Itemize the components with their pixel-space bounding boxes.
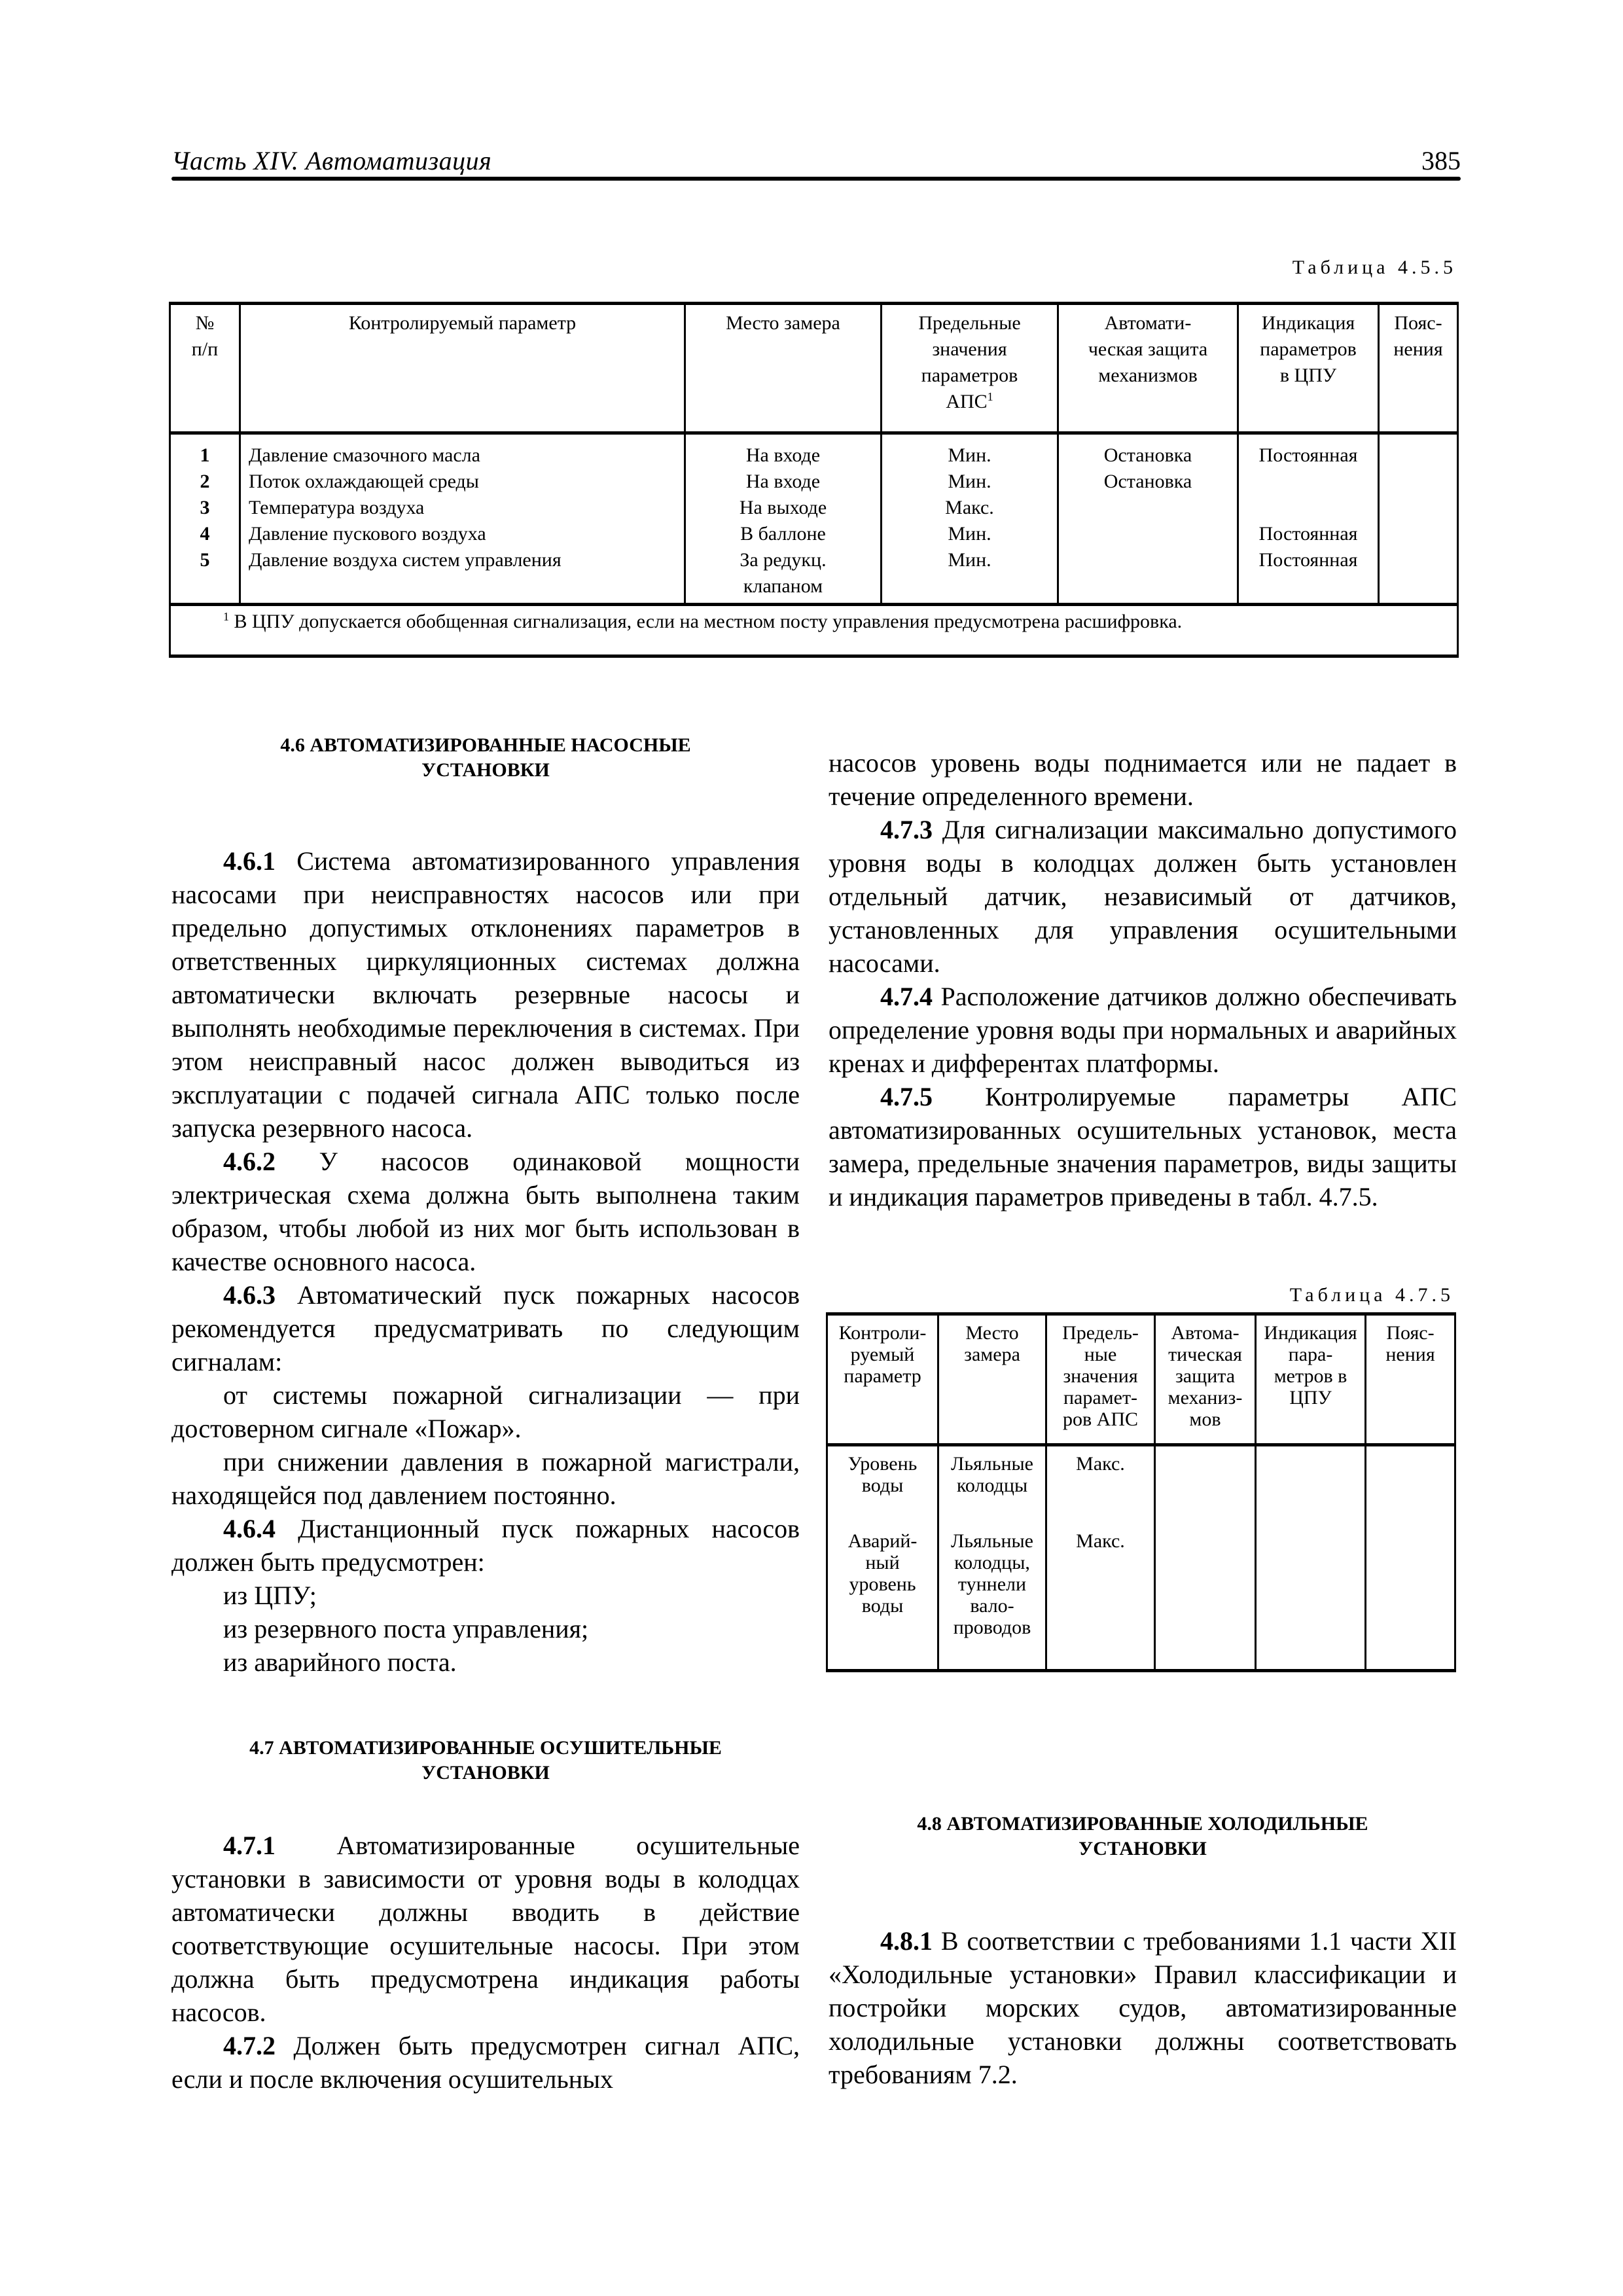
right-column-lower	[829, 1812, 1457, 2091]
table-455-caption: Таблица 4.5.5	[1292, 257, 1457, 278]
col-header-location: Место замера	[938, 1314, 1046, 1445]
right-column	[829, 746, 1457, 1213]
table-body-row	[170, 433, 1458, 605]
para-4-7-3: 4.7.3 Для сигнализации максимально допустимого уровня воды в колодцах должен быть установлен отдельный датчик, независимый от датчиков, установленных для управления осушительными насосами.	[829, 815, 1457, 978]
para-4-6-3-item-a: от системы пожарной сигнализации — при достоверном сигнале «Пожар».	[171, 1380, 800, 1443]
para-4-7-1: 4.7.1 Автоматизированные осушительные установки в зависимости от уровня воды в колодцах автоматически должны вводить в действие соответствующие осушительные насосы. При этом должна быть предусмотрена индикация работы насосов.	[171, 1831, 800, 2027]
left-column-lower	[171, 1736, 800, 2096]
table-475-caption: Таблица 4.7.5	[1289, 1284, 1454, 1306]
para-4-6-4-item-a: из ЦПУ;	[223, 1581, 317, 1610]
cell-locations: На входе На входе На выходе В баллоне За редукц. клапаном	[685, 433, 882, 605]
table-body-row	[827, 1445, 1455, 1671]
para-4-6-4-item-b: из резервного поста управления;	[223, 1614, 589, 1643]
footnote-mark: 1	[987, 390, 993, 403]
para-4-7-4: 4.7.4 Расположение датчиков должно обеспечивать определение уровня воды при нормальных и аварийных кренах и дифферентах платформы.	[829, 982, 1457, 1078]
col-header-param: Контроли- руемый параметр	[827, 1314, 938, 1445]
cell-nums: 1 2 3 4 5	[170, 433, 240, 605]
para-4-7-2-continued: насосов уровень воды поднимается или не падает в течение определенного времени.	[829, 748, 1457, 811]
table-footnote: $^1$ В ЦПУ допускается обобщенная сигнализация, если на местном посту управления предусмотрена расшифровка.	[170, 605, 1458, 656]
left-column	[171, 733, 800, 1679]
section-4-8-heading: 4.8 АВТОМАТИЗИРОВАННЫЕ ХОЛОДИЛЬНЫЕ УСТАНОВКИ	[917, 1813, 1368, 1859]
page-number: 385	[1421, 146, 1461, 175]
col-header-limits: Предельные значения параметров АПС$^1$	[882, 304, 1058, 433]
section-4-6-heading: 4.6 АВТОМАТИЗИРОВАННЫЕ НАСОСНЫЕ УСТАНОВКИ	[280, 734, 691, 781]
cell-limits: Мин. Мин. Макс. Мин. Мин.	[882, 433, 1058, 605]
para-4-7-5: 4.7.5 Контролируемые параметры АПС автоматизированных осушительных установок, места замера, предельные значения параметров, виды защиты и индикация параметров приведены в табл. 4.7.5.	[829, 1082, 1457, 1211]
header-rule	[171, 177, 1461, 181]
para-4-8-1: 4.8.1 В соответствии с требованиями 1.1 части XII «Холодильные установки» Правил классификации и постройки морских судов, автоматизированные холодильные установки должны соответствовать требованиям 7.2.	[829, 1926, 1457, 2089]
para-4-6-2: 4.6.2 У насосов одинаковой мощности электрическая схема должна быть выполнена таким образом, чтобы любой из них мог быть использован в качестве основного насоса.	[171, 1147, 800, 1276]
cell-notes	[1366, 1445, 1455, 1671]
col-header-location: Место замера	[685, 304, 882, 433]
cell-params: Уровень воды Аварий- ный уровень воды	[827, 1445, 938, 1671]
col-header-num: № п/п	[170, 304, 240, 433]
para-4-6-3: 4.6.3 Автоматический пуск пожарных насосов рекомендуется предусматривать по следующим сигналам:	[171, 1280, 800, 1376]
col-header-limits: Предель- ные значения парамет- ров АПС	[1046, 1314, 1155, 1445]
section-4-7-heading: 4.7 АВТОМАТИЗИРОВАННЫЕ ОСУШИТЕЛЬНЫЕ УСТАНОВКИ	[249, 1737, 722, 1784]
part-title: Часть XIV. Автоматизация	[171, 146, 492, 175]
para-4-6-4: 4.6.4 Дистанционный пуск пожарных насосов должен быть предусмотрен:	[171, 1514, 800, 1577]
cell-params: Давление смазочного масла Поток охлаждающей среды Температура воздуха Давление пускового воздуха Давление воздуха систем управления	[240, 433, 685, 605]
cell-protection: Остановка Остановка	[1058, 433, 1238, 605]
cell-indication	[1256, 1445, 1366, 1671]
para-4-7-2: 4.7.2 Должен быть предусмотрен сигнал АПС, если и после включения осушительных	[171, 2031, 800, 2094]
table-455	[169, 302, 1459, 658]
col-header-protection: Автомати- ческая защита механизмов	[1058, 304, 1238, 433]
cell-indication: Постоянная Постоянная Постоянная	[1238, 433, 1379, 605]
table-footnote-row	[170, 605, 1458, 656]
cell-locations: Льяльные колодцы Льяльные колодцы, туннели вало- проводов	[938, 1445, 1046, 1671]
col-header-protection: Автома- тическая защита механиз- мов	[1155, 1314, 1256, 1445]
cell-limits: Макс. Макс.	[1046, 1445, 1155, 1671]
cell-protection	[1155, 1445, 1256, 1671]
table-header-row	[827, 1314, 1455, 1445]
table-475	[826, 1312, 1456, 1672]
cell-notes	[1379, 433, 1458, 605]
para-4-6-1: 4.6.1 Система автоматизированного управления насосами при неисправностях насосов или при предельно допустимых отклонениях параметров в ответственных циркуляционных системах должна автоматически включать резервные насосы и выполнять необходимые переключения в системах. При этом неисправный насос должен выводиться из эксплуатации с подачей сигнала АПС только после запуска резервного насоса.	[171, 846, 800, 1143]
para-4-6-3-item-b: при снижении давления в пожарной магистрали, находящейся под давлением постоянно.	[171, 1447, 800, 1510]
col-header-notes: Пояс- нения	[1379, 304, 1458, 433]
col-header-param: Контролируемый параметр	[240, 304, 685, 433]
running-head	[171, 145, 1461, 177]
table-header-row	[170, 304, 1458, 433]
col-header-notes: Пояс- нения	[1366, 1314, 1455, 1445]
para-4-6-4-item-c: из аварийного поста.	[223, 1647, 457, 1677]
col-header-indication: Индикация пара- метров в ЦПУ	[1256, 1314, 1366, 1445]
col-header-indication: Индикация параметров в ЦПУ	[1238, 304, 1379, 433]
